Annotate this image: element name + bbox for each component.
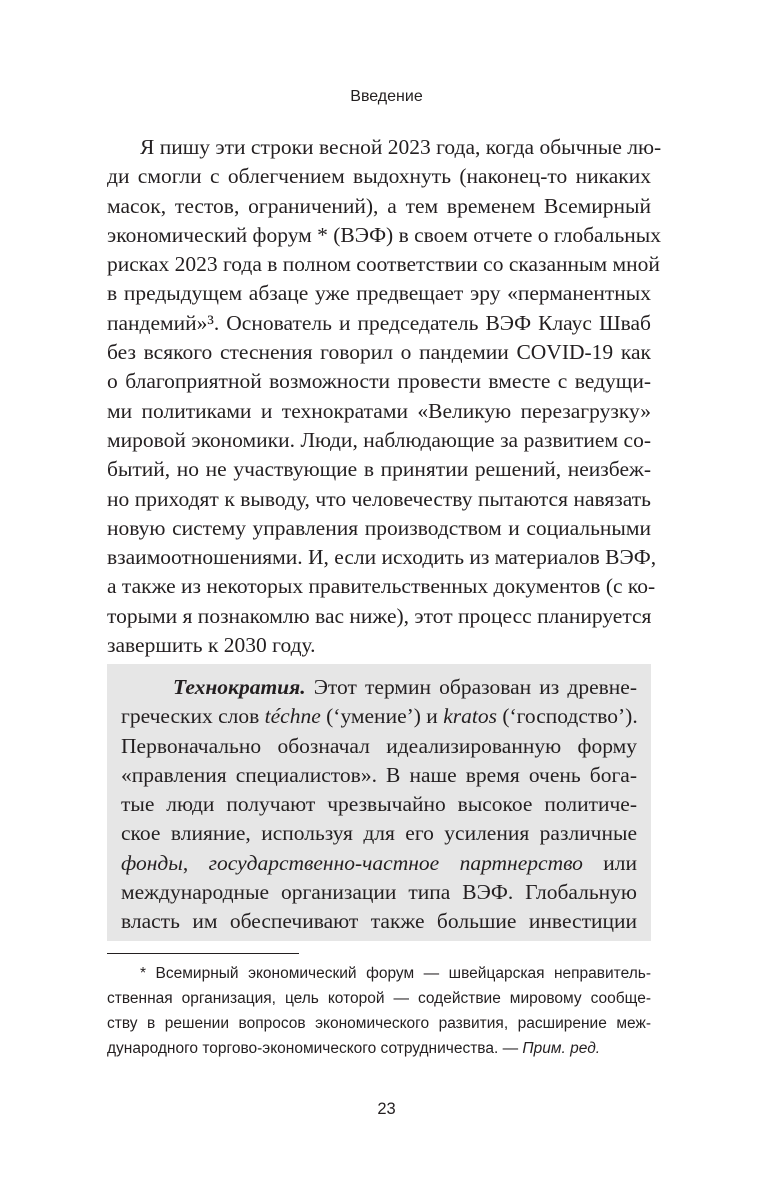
sidebar-line: фонды, государственно-частное партнерство или xyxy=(121,850,637,875)
paragraph-line: в предыдущем абзаце уже предвещает эру «перманентных xyxy=(107,281,651,306)
paragraph-line: ди смогли с облегчением выдохнуть (наконец-то никаких xyxy=(107,164,651,189)
sidebar-line: Первоначально обозначал идеализированную форму xyxy=(121,733,637,758)
editor-note: Прим. ред. xyxy=(522,1040,601,1057)
term-kratos: kratos xyxy=(443,704,497,729)
sidebar-line: международные организации типа ВЭФ. Глобальную xyxy=(121,880,637,905)
sidebar-box-text xyxy=(107,673,651,937)
sidebar-line: тые люди получают чрезвычайно высокое политиче- xyxy=(121,792,637,817)
sidebar-line: Технократия. Этот термин образован из древне- xyxy=(173,675,637,699)
sidebar-line: власть им обеспечивают также большие инвестиции xyxy=(121,909,637,934)
paragraph-line: Я пишу эти строки весной 2023 года, когда обычные лю- xyxy=(140,135,662,159)
paragraph-line: пандемий»³. Основатель и председатель ВЭФ Клаус Шваб xyxy=(107,310,651,335)
paragraph-line: торыми я познакомлю вас ниже), этот процесс планируется xyxy=(107,603,652,628)
footnote-line: ству в решении вопросов экономического развития, расширение меж- xyxy=(107,1015,651,1032)
paragraph-line: мировой экономики. Люди, наблюдающие за развитием со- xyxy=(107,427,651,452)
term-ppp: государственно-частное партнерство xyxy=(208,850,583,875)
term-funds: фонды xyxy=(121,850,183,875)
footnote-line: ственная организация, цель которой — содействие мировому сообще- xyxy=(107,990,651,1007)
main-paragraph xyxy=(107,133,662,660)
sidebar-term: Технократия. xyxy=(173,675,306,699)
term-techne: téchne xyxy=(264,704,321,729)
paragraph-line: бытий, но не участвующие в принятии решений, неизбеж- xyxy=(107,457,651,482)
paragraph-line: завершить к 2030 году. xyxy=(107,633,316,658)
footnote xyxy=(107,961,651,1061)
paragraph-line: о благоприятной возможности провести вместе с ведущи- xyxy=(107,369,651,394)
sidebar-line: греческих слов téchne (‘умение’) и kratos (‘господство’). xyxy=(121,704,638,729)
paragraph-line: экономический форум * (ВЭФ) в своем отчете о глобальных xyxy=(107,222,661,247)
paragraph-line: но приходят к выводу, что человечеству пытаются навязать xyxy=(107,486,651,511)
paragraph-line: а также из некоторых правительственных документов (с ко- xyxy=(107,574,656,599)
sidebar-line: ское влияние, используя для его усиления различные xyxy=(121,821,637,846)
footnote-divider xyxy=(107,953,299,954)
sidebar-line: «правления специалистов». В наше время очень бога- xyxy=(121,762,637,787)
paragraph-line: взаимоотношениями. И, если исходить из материалов ВЭФ, xyxy=(107,545,657,570)
footnote-line: дународного торгово-экономического сотрудничества. — Прим. ред. xyxy=(107,1040,601,1057)
running-head: Введение xyxy=(350,88,423,105)
footnote-line: * Всемирный экономический форум — швейцарская неправитель- xyxy=(140,965,651,982)
paragraph-line: масок, тестов, ограничений), а тем временем Всемирный xyxy=(107,193,651,218)
paragraph-line: ми политиками и технократами «Великую перезагрузку» xyxy=(107,398,651,423)
paragraph-line: новую систему управления производством и социальными xyxy=(107,515,651,540)
paragraph-line: рисках 2023 года в полном соответствии со сказанным мной xyxy=(107,252,660,277)
page-number: 23 xyxy=(377,1100,396,1118)
paragraph-line: без всякого стеснения говорил о пандемии COVID-19 как xyxy=(107,340,651,365)
